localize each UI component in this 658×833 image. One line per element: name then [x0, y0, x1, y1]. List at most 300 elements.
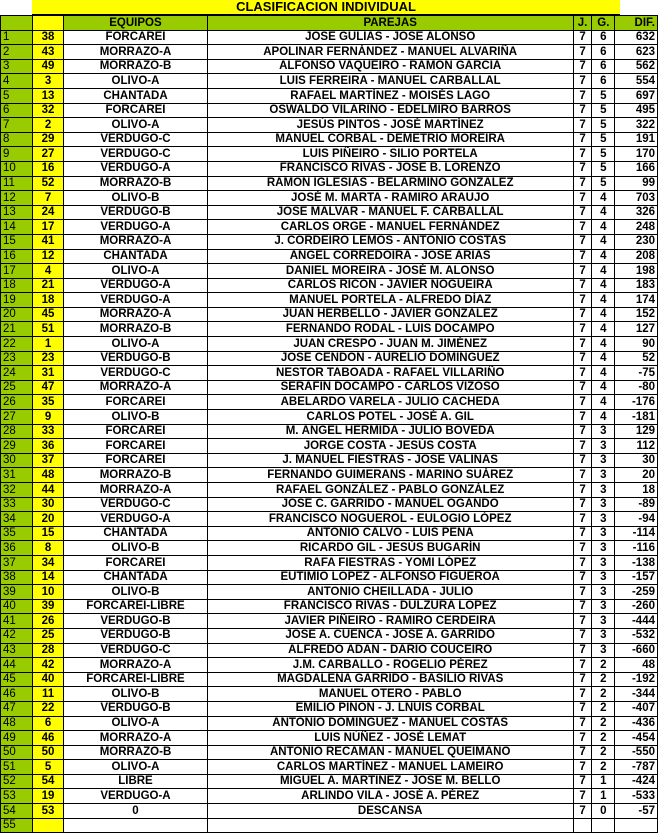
- diff-cell[interactable]: -407: [615, 701, 658, 716]
- row-number[interactable]: 23: [1, 351, 33, 366]
- pair-id[interactable]: 23: [32, 351, 64, 366]
- played-cell[interactable]: 7: [573, 307, 592, 322]
- pair-id[interactable]: 9: [32, 410, 64, 425]
- diff-cell[interactable]: -660: [615, 643, 658, 658]
- played-cell[interactable]: 7: [573, 322, 592, 337]
- row-number[interactable]: 35: [1, 526, 33, 541]
- diff-cell[interactable]: 562: [615, 59, 658, 74]
- won-cell[interactable]: 3: [592, 555, 615, 570]
- pair-cell[interactable]: MANUEL CORBAL - DEMETRIO MOREIRA: [207, 132, 573, 147]
- pair-cell[interactable]: JOSÉ CENDÓN - AURELIO DOMÍNGUEZ: [207, 351, 573, 366]
- played-cell[interactable]: 7: [573, 88, 592, 103]
- played-cell[interactable]: 7: [573, 191, 592, 206]
- played-cell[interactable]: 7: [573, 59, 592, 74]
- won-cell[interactable]: 4: [592, 380, 615, 395]
- team-cell[interactable]: MORRAZO-A: [64, 483, 207, 498]
- team-cell[interactable]: MORRAZO-A: [64, 45, 207, 60]
- team-cell[interactable]: FORCAREI-LIBRE: [64, 672, 207, 687]
- won-cell[interactable]: 3: [592, 483, 615, 498]
- pair-cell[interactable]: MIGUEL A. MARTÍNEZ - JOSÉ M. BELLO: [207, 774, 573, 789]
- row-number[interactable]: 4: [1, 74, 33, 89]
- pair-id[interactable]: 51: [32, 322, 64, 337]
- row-number[interactable]: 24: [1, 366, 33, 381]
- team-cell[interactable]: FORCAREI: [64, 439, 207, 454]
- pair-id[interactable]: 27: [32, 147, 64, 162]
- played-cell[interactable]: 7: [573, 337, 592, 352]
- team-cell[interactable]: CHANTADA: [64, 526, 207, 541]
- pair-id[interactable]: 26: [32, 614, 64, 629]
- pair-id[interactable]: 46: [32, 731, 64, 746]
- played-cell[interactable]: 7: [573, 512, 592, 527]
- pair-id[interactable]: 54: [32, 774, 64, 789]
- row-number[interactable]: 18: [1, 278, 33, 293]
- pair-cell[interactable]: CARLOS MARTÍNEZ - MANUEL LAMEIRO: [207, 760, 573, 775]
- played-cell[interactable]: 7: [573, 453, 592, 468]
- row-number[interactable]: 42: [1, 628, 33, 643]
- pair-id[interactable]: 34: [32, 555, 64, 570]
- won-cell[interactable]: 3: [592, 599, 615, 614]
- pair-cell[interactable]: FERNANDO RODAL - LUIS DOCAMPO: [207, 322, 573, 337]
- team-cell[interactable]: VERDUGO-C: [64, 147, 207, 162]
- pair-cell[interactable]: JORGE COSTA - JESÚS COSTA: [207, 439, 573, 454]
- row-number[interactable]: 9: [1, 147, 33, 162]
- diff-cell[interactable]: -192: [615, 672, 658, 687]
- pair-cell[interactable]: JAVIER PIÑEIRO - RAMIRO CERDEIRA: [207, 614, 573, 629]
- team-cell[interactable]: VERDUGO-A: [64, 789, 207, 804]
- team-cell[interactable]: VERDUGO-B: [64, 701, 207, 716]
- team-cell[interactable]: FORCAREI-LIBRE: [64, 599, 207, 614]
- pair-cell[interactable]: FRANCISCO RIVAS - JOSÉ B. LORENZO: [207, 161, 573, 176]
- row-number[interactable]: 22: [1, 337, 33, 352]
- diff-cell[interactable]: -181: [615, 410, 658, 425]
- row-number[interactable]: 27: [1, 410, 33, 425]
- won-cell[interactable]: 3: [592, 453, 615, 468]
- played-cell[interactable]: 7: [573, 468, 592, 483]
- diff-cell[interactable]: -176: [615, 395, 658, 410]
- team-cell[interactable]: VERDUGO-C: [64, 366, 207, 381]
- row-number[interactable]: 45: [1, 672, 33, 687]
- diff-cell[interactable]: 127: [615, 322, 658, 337]
- diff-cell[interactable]: -89: [615, 497, 658, 512]
- played-cell[interactable]: 7: [573, 745, 592, 760]
- team-cell[interactable]: VERDUGO-B: [64, 351, 207, 366]
- pair-id[interactable]: 8: [32, 541, 64, 556]
- won-cell[interactable]: 4: [592, 366, 615, 381]
- played-cell[interactable]: 7: [573, 264, 592, 279]
- team-cell[interactable]: CHANTADA: [64, 249, 207, 264]
- pair-cell[interactable]: ÁNGEL CORREDOIRA - JOSÉ ARIAS: [207, 249, 573, 264]
- pair-id[interactable]: 33: [32, 424, 64, 439]
- pair-cell[interactable]: ANTONIO RECAMÁN - MANUEL QUEIMAÑO: [207, 745, 573, 760]
- row-number[interactable]: 54: [1, 804, 33, 819]
- pair-cell[interactable]: JOSÉ A. CUENCA - JOSÉ A. GARRIDO: [207, 628, 573, 643]
- row-number[interactable]: 38: [1, 570, 33, 585]
- pair-cell[interactable]: [207, 818, 573, 833]
- diff-cell[interactable]: -259: [615, 585, 658, 600]
- won-cell[interactable]: 5: [592, 118, 615, 133]
- pair-id[interactable]: 32: [32, 103, 64, 118]
- played-cell[interactable]: 7: [573, 161, 592, 176]
- diff-cell[interactable]: 322: [615, 118, 658, 133]
- row-number[interactable]: 21: [1, 322, 33, 337]
- diff-cell[interactable]: -57: [615, 804, 658, 819]
- team-cell[interactable]: OLIVO-A: [64, 264, 207, 279]
- pair-id[interactable]: 49: [32, 59, 64, 74]
- diff-cell[interactable]: 170: [615, 147, 658, 162]
- pair-id[interactable]: 5: [32, 760, 64, 775]
- row-number[interactable]: 12: [1, 191, 33, 206]
- played-cell[interactable]: 7: [573, 789, 592, 804]
- played-cell[interactable]: 7: [573, 74, 592, 89]
- pair-cell[interactable]: JESÚS PINTOS - JOSÉ MARTÍNEZ: [207, 118, 573, 133]
- team-cell[interactable]: MORRAZO-B: [64, 176, 207, 191]
- won-cell[interactable]: 2: [592, 716, 615, 731]
- won-cell[interactable]: 2: [592, 672, 615, 687]
- played-cell[interactable]: 7: [573, 293, 592, 308]
- pair-id[interactable]: [32, 818, 64, 833]
- pair-cell[interactable]: ANTONIO DOMÍNGUEZ - MANUEL COSTAS: [207, 716, 573, 731]
- team-cell[interactable]: VERDUGO-A: [64, 220, 207, 235]
- pair-id[interactable]: 29: [32, 132, 64, 147]
- pair-id[interactable]: 20: [32, 512, 64, 527]
- played-cell[interactable]: 7: [573, 716, 592, 731]
- won-cell[interactable]: 3: [592, 526, 615, 541]
- pair-id[interactable]: 41: [32, 234, 64, 249]
- team-cell[interactable]: MORRAZO-A: [64, 307, 207, 322]
- pair-id[interactable]: 53: [32, 804, 64, 819]
- pair-cell[interactable]: RAFAEL MARTÍNEZ - MOISÉS LAGO: [207, 88, 573, 103]
- team-cell[interactable]: FORCAREI: [64, 30, 207, 45]
- won-cell[interactable]: 3: [592, 570, 615, 585]
- pair-id[interactable]: 17: [32, 220, 64, 235]
- pair-cell[interactable]: ANTONIO CHEILLADA - JULIO: [207, 585, 573, 600]
- team-cell[interactable]: OLIVO-B: [64, 585, 207, 600]
- row-number[interactable]: 31: [1, 468, 33, 483]
- pair-id[interactable]: 48: [32, 468, 64, 483]
- row-number[interactable]: 55: [1, 818, 33, 833]
- team-cell[interactable]: MORRAZO-A: [64, 731, 207, 746]
- won-cell[interactable]: 4: [592, 220, 615, 235]
- team-cell[interactable]: FORCAREI: [64, 103, 207, 118]
- team-cell[interactable]: LIBRE: [64, 774, 207, 789]
- diff-cell[interactable]: 191: [615, 132, 658, 147]
- played-cell[interactable]: 7: [573, 234, 592, 249]
- diff-cell[interactable]: -533: [615, 789, 658, 804]
- won-cell[interactable]: 5: [592, 88, 615, 103]
- diff-cell[interactable]: -444: [615, 614, 658, 629]
- pair-cell[interactable]: FRANCISCO NOGUEROL - EULOGIO LÓPEZ: [207, 512, 573, 527]
- diff-cell[interactable]: 48: [615, 658, 658, 673]
- diff-cell[interactable]: -436: [615, 716, 658, 731]
- pair-id[interactable]: 31: [32, 366, 64, 381]
- diff-cell[interactable]: 198: [615, 264, 658, 279]
- team-cell[interactable]: [64, 818, 207, 833]
- team-cell[interactable]: MORRAZO-B: [64, 745, 207, 760]
- pair-cell[interactable]: DESCANSA: [207, 804, 573, 819]
- pair-id[interactable]: 39: [32, 599, 64, 614]
- pair-cell[interactable]: NESTOR TABOADA - RAFAEL VILLARIÑO: [207, 366, 573, 381]
- played-cell[interactable]: 7: [573, 731, 592, 746]
- team-cell[interactable]: VERDUGO-A: [64, 278, 207, 293]
- diff-cell[interactable]: 632: [615, 30, 658, 45]
- diff-cell[interactable]: 99: [615, 176, 658, 191]
- pair-cell[interactable]: RICARDO GIL - JESÚS BUGARÍN: [207, 541, 573, 556]
- won-cell[interactable]: 6: [592, 45, 615, 60]
- played-cell[interactable]: 7: [573, 30, 592, 45]
- pair-cell[interactable]: ALFREDO ADÁN - DARÍO COUCEIRO: [207, 643, 573, 658]
- diff-cell[interactable]: -80: [615, 380, 658, 395]
- row-number[interactable]: 37: [1, 555, 33, 570]
- pair-cell[interactable]: ARLINDO VILA - JOSÉ A. PÉREZ: [207, 789, 573, 804]
- row-number[interactable]: 14: [1, 220, 33, 235]
- pair-id[interactable]: 14: [32, 570, 64, 585]
- pair-id[interactable]: 7: [32, 191, 64, 206]
- team-cell[interactable]: MORRAZO-A: [64, 234, 207, 249]
- row-number[interactable]: 40: [1, 599, 33, 614]
- team-cell[interactable]: OLIVO-B: [64, 541, 207, 556]
- played-cell[interactable]: 7: [573, 103, 592, 118]
- won-cell[interactable]: 4: [592, 278, 615, 293]
- pair-cell[interactable]: J. MANUEL FIESTRAS - JOSÉ VALIÑAS: [207, 453, 573, 468]
- team-cell[interactable]: VERDUGO-C: [64, 643, 207, 658]
- won-cell[interactable]: 3: [592, 512, 615, 527]
- row-number[interactable]: 49: [1, 731, 33, 746]
- played-cell[interactable]: 7: [573, 599, 592, 614]
- pair-cell[interactable]: RAFAEL GONZÁLEZ - PABLO GONZÁLEZ: [207, 483, 573, 498]
- won-cell[interactable]: 3: [592, 541, 615, 556]
- pair-id[interactable]: 21: [32, 278, 64, 293]
- row-number[interactable]: 44: [1, 658, 33, 673]
- played-cell[interactable]: 7: [573, 672, 592, 687]
- won-cell[interactable]: 0: [592, 804, 615, 819]
- diff-cell[interactable]: 90: [615, 337, 658, 352]
- pair-cell[interactable]: JOSÉ C. GARRIDO - MANUEL OGANDO: [207, 497, 573, 512]
- pair-id[interactable]: 44: [32, 483, 64, 498]
- team-cell[interactable]: MORRAZO-B: [64, 59, 207, 74]
- pair-cell[interactable]: MANUEL OTERO - PABLO: [207, 687, 573, 702]
- pair-cell[interactable]: DANIEL MOREIRA - JOSÉ M. ALONSO: [207, 264, 573, 279]
- pair-id[interactable]: 24: [32, 205, 64, 220]
- played-cell[interactable]: 7: [573, 628, 592, 643]
- row-number[interactable]: 10: [1, 161, 33, 176]
- row-number[interactable]: 51: [1, 760, 33, 775]
- played-cell[interactable]: 7: [573, 555, 592, 570]
- diff-cell[interactable]: -454: [615, 731, 658, 746]
- pair-id[interactable]: 18: [32, 293, 64, 308]
- row-number[interactable]: 20: [1, 307, 33, 322]
- row-number[interactable]: 8: [1, 132, 33, 147]
- pair-id[interactable]: 3: [32, 74, 64, 89]
- played-cell[interactable]: 7: [573, 176, 592, 191]
- row-number[interactable]: 11: [1, 176, 33, 191]
- won-cell[interactable]: 3: [592, 439, 615, 454]
- diff-cell[interactable]: 495: [615, 103, 658, 118]
- row-number[interactable]: 1: [1, 30, 33, 45]
- row-number[interactable]: 34: [1, 512, 33, 527]
- row-number[interactable]: 52: [1, 774, 33, 789]
- played-cell[interactable]: 7: [573, 760, 592, 775]
- pair-id[interactable]: 6: [32, 716, 64, 731]
- played-cell[interactable]: 7: [573, 220, 592, 235]
- won-cell[interactable]: 5: [592, 176, 615, 191]
- pair-id[interactable]: 38: [32, 30, 64, 45]
- diff-cell[interactable]: 174: [615, 293, 658, 308]
- played-cell[interactable]: 7: [573, 132, 592, 147]
- team-cell[interactable]: VERDUGO-A: [64, 293, 207, 308]
- pair-id[interactable]: 40: [32, 672, 64, 687]
- played-cell[interactable]: [573, 818, 592, 833]
- pair-cell[interactable]: LUIS NÚÑEZ - JOSÉ LEMAT: [207, 731, 573, 746]
- played-cell[interactable]: 7: [573, 497, 592, 512]
- won-cell[interactable]: 4: [592, 351, 615, 366]
- team-cell[interactable]: MORRAZO-B: [64, 322, 207, 337]
- pair-id[interactable]: 30: [32, 497, 64, 512]
- pair-cell[interactable]: FRANCISCO RIVAS - DULZURA LÓPEZ: [207, 599, 573, 614]
- played-cell[interactable]: 7: [573, 147, 592, 162]
- team-cell[interactable]: FORCAREI: [64, 555, 207, 570]
- row-number[interactable]: 29: [1, 439, 33, 454]
- won-cell[interactable]: 4: [592, 410, 615, 425]
- pair-cell[interactable]: CARLOS ORGE - MANUEL FERNÁNDEZ: [207, 220, 573, 235]
- played-cell[interactable]: 7: [573, 424, 592, 439]
- played-cell[interactable]: 7: [573, 380, 592, 395]
- diff-cell[interactable]: 326: [615, 205, 658, 220]
- pair-id[interactable]: 1: [32, 337, 64, 352]
- row-number[interactable]: 53: [1, 789, 33, 804]
- won-cell[interactable]: 5: [592, 103, 615, 118]
- diff-cell[interactable]: -138: [615, 555, 658, 570]
- pair-id[interactable]: 42: [32, 658, 64, 673]
- team-cell[interactable]: VERDUGO-A: [64, 512, 207, 527]
- won-cell[interactable]: 6: [592, 59, 615, 74]
- won-cell[interactable]: 2: [592, 745, 615, 760]
- team-cell[interactable]: 0: [64, 804, 207, 819]
- played-cell[interactable]: 7: [573, 774, 592, 789]
- played-cell[interactable]: 7: [573, 687, 592, 702]
- team-cell[interactable]: VERDUGO-B: [64, 614, 207, 629]
- played-cell[interactable]: 7: [573, 366, 592, 381]
- team-cell[interactable]: FORCAREI: [64, 453, 207, 468]
- pair-id[interactable]: 37: [32, 453, 64, 468]
- pair-id[interactable]: 19: [32, 789, 64, 804]
- pair-id[interactable]: 11: [32, 687, 64, 702]
- diff-cell[interactable]: 703: [615, 191, 658, 206]
- diff-cell[interactable]: -344: [615, 687, 658, 702]
- row-number[interactable]: 46: [1, 687, 33, 702]
- pair-cell[interactable]: SERAFÍN DOCAMPO - CARLOS VIZOSO: [207, 380, 573, 395]
- diff-cell[interactable]: -114: [615, 526, 658, 541]
- won-cell[interactable]: 3: [592, 628, 615, 643]
- won-cell[interactable]: 4: [592, 234, 615, 249]
- diff-cell[interactable]: 623: [615, 45, 658, 60]
- pair-cell[interactable]: ALFONSO VAQUEIRO - RAMÓN GARCÍA: [207, 59, 573, 74]
- diff-cell[interactable]: -787: [615, 760, 658, 775]
- won-cell[interactable]: 1: [592, 774, 615, 789]
- row-number[interactable]: 19: [1, 293, 33, 308]
- won-cell[interactable]: 2: [592, 658, 615, 673]
- pair-cell[interactable]: LUIS FERREIRA - MANUEL CARBALLAL: [207, 74, 573, 89]
- team-cell[interactable]: VERDUGO-C: [64, 497, 207, 512]
- pair-id[interactable]: 2: [32, 118, 64, 133]
- pair-cell[interactable]: JOSÉ MALVAR - MANUEL F. CARBALLAL: [207, 205, 573, 220]
- won-cell[interactable]: 3: [592, 468, 615, 483]
- pair-id[interactable]: 43: [32, 45, 64, 60]
- won-cell[interactable]: 2: [592, 701, 615, 716]
- won-cell[interactable]: 4: [592, 322, 615, 337]
- pair-id[interactable]: 25: [32, 628, 64, 643]
- played-cell[interactable]: 7: [573, 439, 592, 454]
- won-cell[interactable]: 3: [592, 614, 615, 629]
- diff-cell[interactable]: 129: [615, 424, 658, 439]
- played-cell[interactable]: 7: [573, 249, 592, 264]
- diff-cell[interactable]: 112: [615, 439, 658, 454]
- won-cell[interactable]: 6: [592, 30, 615, 45]
- row-number[interactable]: 30: [1, 453, 33, 468]
- won-cell[interactable]: 3: [592, 643, 615, 658]
- pair-cell[interactable]: MANUEL PORTELA - ALFREDO DÍAZ: [207, 293, 573, 308]
- team-cell[interactable]: MORRAZO-B: [64, 468, 207, 483]
- pair-id[interactable]: 16: [32, 161, 64, 176]
- diff-cell[interactable]: -94: [615, 512, 658, 527]
- row-number[interactable]: 7: [1, 118, 33, 133]
- played-cell[interactable]: 7: [573, 351, 592, 366]
- played-cell[interactable]: 7: [573, 278, 592, 293]
- pair-cell[interactable]: RAMÓN IGLESIAS - BELARMINO GONZÁLEZ: [207, 176, 573, 191]
- diff-cell[interactable]: 697: [615, 88, 658, 103]
- team-cell[interactable]: OLIVO-A: [64, 74, 207, 89]
- pair-cell[interactable]: OSWALDO VILARIÑO - EDELMIRO BARROS: [207, 103, 573, 118]
- team-cell[interactable]: OLIVO-A: [64, 337, 207, 352]
- played-cell[interactable]: 7: [573, 483, 592, 498]
- row-number[interactable]: 3: [1, 59, 33, 74]
- row-number[interactable]: 32: [1, 483, 33, 498]
- won-cell[interactable]: 3: [592, 497, 615, 512]
- played-cell[interactable]: 7: [573, 395, 592, 410]
- row-number[interactable]: 17: [1, 264, 33, 279]
- team-cell[interactable]: VERDUGO-B: [64, 628, 207, 643]
- diff-cell[interactable]: -532: [615, 628, 658, 643]
- diff-cell[interactable]: 30: [615, 453, 658, 468]
- won-cell[interactable]: 2: [592, 760, 615, 775]
- row-number[interactable]: 48: [1, 716, 33, 731]
- diff-cell[interactable]: -424: [615, 774, 658, 789]
- won-cell[interactable]: 3: [592, 585, 615, 600]
- diff-cell[interactable]: 554: [615, 74, 658, 89]
- diff-cell[interactable]: 183: [615, 278, 658, 293]
- played-cell[interactable]: 7: [573, 804, 592, 819]
- diff-cell[interactable]: 208: [615, 249, 658, 264]
- pair-id[interactable]: 50: [32, 745, 64, 760]
- diff-cell[interactable]: -75: [615, 366, 658, 381]
- played-cell[interactable]: 7: [573, 585, 592, 600]
- team-cell[interactable]: MORRAZO-A: [64, 380, 207, 395]
- won-cell[interactable]: 4: [592, 337, 615, 352]
- won-cell[interactable]: 4: [592, 264, 615, 279]
- pair-id[interactable]: 45: [32, 307, 64, 322]
- pair-cell[interactable]: ABELARDO VARELA - JULIO CACHEDA: [207, 395, 573, 410]
- won-cell[interactable]: 4: [592, 293, 615, 308]
- team-cell[interactable]: MORRAZO-A: [64, 658, 207, 673]
- diff-cell[interactable]: 52: [615, 351, 658, 366]
- pair-cell[interactable]: LUIS PIÑEIRO - SILIO PORTELA: [207, 147, 573, 162]
- team-cell[interactable]: VERDUGO-B: [64, 205, 207, 220]
- pair-id[interactable]: 22: [32, 701, 64, 716]
- team-cell[interactable]: VERDUGO-A: [64, 161, 207, 176]
- played-cell[interactable]: 7: [573, 410, 592, 425]
- row-number[interactable]: 41: [1, 614, 33, 629]
- team-cell[interactable]: OLIVO-A: [64, 716, 207, 731]
- row-number[interactable]: 28: [1, 424, 33, 439]
